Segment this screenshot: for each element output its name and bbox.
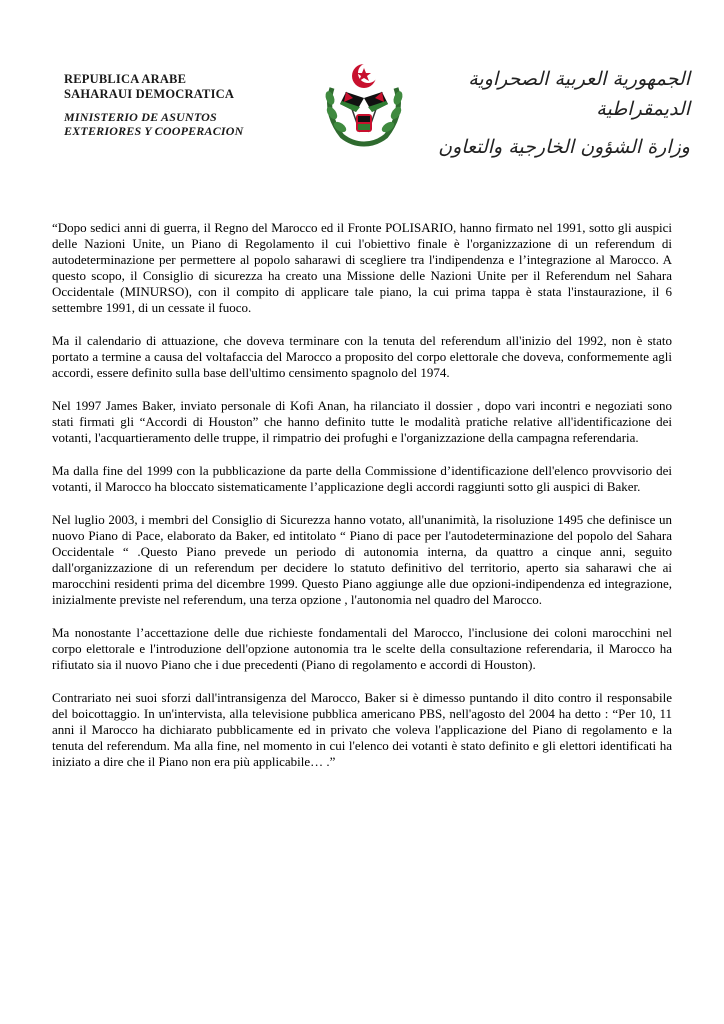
paragraph: Contrariato nei suoi sforzi dall'intransigenza del Marocco, Baker si è dimesso puntando il dito contro il responsabile del boicottaggio. In un'intervista, alla televisione pubblica americano PBS, nell'agosto del 2004 ha detto : “Per 10, 11 anni il Marocco ha dichiarato pubblicamente ed in privato che voleva l'applicazione del Piano di regolamento e la tenuta del referendum. Ma alla fine, nel momento in cui l'elenco dei votanti è stato definito e gli elettori identificati ha iniziato a dire che il Piano non era più applicabile… .” [52,690,672,769]
paragraph: Ma il calendario di attuazione, che doveva terminare con la tenuta del referendum all'inizio del 1992, non è stato portato a termine a causa del voltafaccia del Marocco a proposito del corpo elettorale che doveva, conformemente agli accordi, essere definito sulla base dell'ultimo censimento spagnolo del 1974. [52,333,672,380]
republic-line-2: SAHARAUI DEMOCRATICA [64,87,235,101]
arabic-ministry-name: وزارة الشؤون الخارجية والتعاون [438,136,690,158]
letterhead-arabic-text [428,64,690,158]
ministry-line-2: EXTERIORES Y COOPERACION [64,124,244,138]
document-body [52,220,672,787]
arabic-republic-name: الجمهورية العربية الصحراوية الديمقراطية [468,68,690,120]
paragraph: Ma dalla fine del 1999 con la pubblicazione da parte della Commissione d’identificazione dell'elenco provvisorio dei votanti, il Marocco ha bloccato sistematicamente l’applicazione degli accordi raggiunti sotto gli auspici di Baker. [52,463,672,494]
paragraph: “Dopo sedici anni di guerra, il Regno del Marocco ed il Fronte POLISARIO, hanno firmato nel 1991, sotto gli auspici delle Nazioni Unite, un Piano di Regolamento il cui l'obiettivo finale è l'organizzazione di un referendum di autodeterminazione per permettere al popolo saharawi di scegliere tra l'indipendenza e l’integrazione al Marocco. A questo scopo, il Consiglio di sicurezza ha creato una Missione delle Nazioni Unite per il Referendum nel Sahara Occidentale (MINURSO), con il compito di applicare tale piano, la cui prima tappa è stata l'instaurazione, il 6 settembre 1991, di un cessate il fuoco. [52,220,672,315]
national-emblem-icon [320,58,408,148]
paragraph: Nel 1997 James Baker, inviato personale di Kofi Anan, ha rilanciato il dossier , dopo vari incontri e negoziati sono stati firmati gli “Accordi di Houston” che hanno definito tutte le modalità pratiche relative all'identificazione dei votanti, l'acquartieramento delle truppe, il rimpatrio dei profughi e l'organizzazione della campagna referendaria. [52,398,672,445]
paragraph: Nel luglio 2003, i membri del Consiglio di Sicurezza hanno votato, all'unanimità, la risoluzione 1495 che definisce un nuovo Piano di Pace, elaborato da Baker, ed intitolato “ Piano di pace per l'autodeterminazione del popolo del Sahara Occidentale “ .Questo Piano prevede un periodo di autonomia interna, da quattro a cinque anni, seguito dall'organizzazione di un referendum per decidere lo statuto definitivo del territorio, aperto sia saharawi che ai marocchini residenti prima del dicembre 1999. Questo Piano aggiunge alle due opzioni-indipendenza ed integrazione, inizialmente previste nel referendum, una terza opzione , l'autonomia nel quadro del Marocco. [52,512,672,607]
paragraph: Ma nonostante l’accettazione delle due richieste fondamentali del Marocco, l'inclusione dei coloni marocchini nel corpo elettorale e l'introduzione dell'opzione autonomia tra le scelte della consultazione referendaria, il Marocco ha rifiutato sia il nuovo Piano che i due precedenti (Piano di regolamento e accordi di Houston). [52,625,672,672]
republic-name [64,72,264,102]
ministry-line-1: MINISTERIO DE ASUNTOS [64,110,217,124]
letterhead-latin-text [64,72,264,138]
republic-line-1: REPUBLICA ARABE [64,72,187,86]
ministry-name [64,110,264,138]
letterhead [0,0,724,170]
